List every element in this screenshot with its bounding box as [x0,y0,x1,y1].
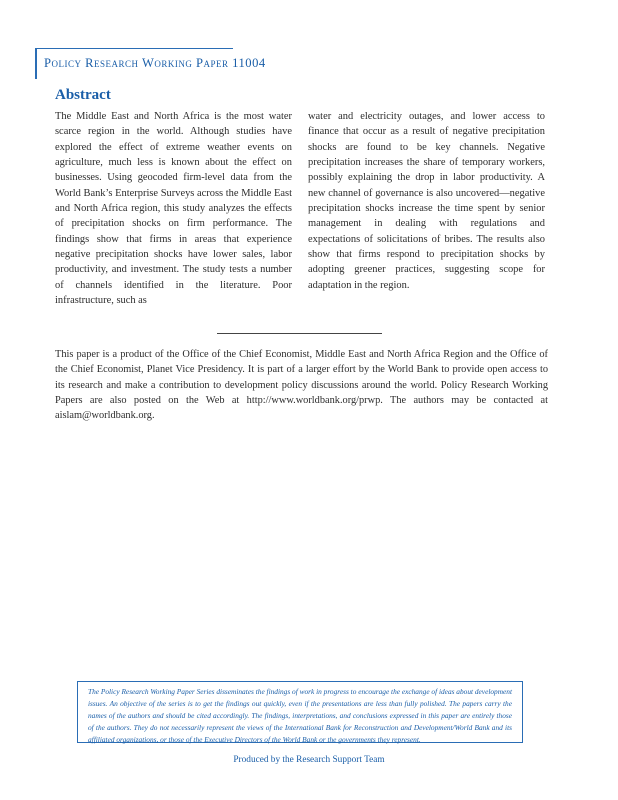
series-left-bar [35,48,37,79]
abstract-heading: Abstract [55,87,111,103]
product-note: This paper is a product of the Office of the Chief Economist, Middle East and North Africa Region and the Office of the Chief Economist, Planet Vice Presidency. It is part of a larger effort by the World Bank to provide open access to its research and make a contribution to development policy discussions around the world. Policy Research Working Papers are also posted on the Web at http://www.worldbank.org/prwp. The authors may be contacted at aislam@worldbank.org. [55,349,548,422]
produced-by: Produced by the Research Support Team [233,755,385,765]
series-top-rule [37,48,233,49]
series-title: Policy Research Working Paper 11004 [44,56,266,70]
abstract-column-right: water and electricity outages, and lower access to finance that occur as a result of negative precipitation shocks are found to be key channels. Negative precipitation increases the share of temporary workers, possibly explaining the drop in labor productivity. A new channel of governance is also uncovered—negative precipitation shocks increase the time spent by senior management in dealing with regulations and expectations of solicitations of bribes. The results also show that firms respond to precipitation shocks by adopting greener practices, suggesting scope for adaptation in the region. [308,111,545,291]
disclaimer-box [77,681,523,743]
section-divider [217,333,382,334]
abstract-column-left: The Middle East and North Africa is the most water scarce region in the world. Although studies have explored the effect of extreme weather events on agriculture, much less is known about the effect on businesses. Using geocoded firm-level data from the World Bank’s Enterprise Surveys across the Middle East and North Africa region, this study analyzes the effects of precipitation shocks on firm performance. The findings show that firms in areas that experience negative precipitation shocks have lower sales, labor productivity, and investment. The study tests a number of channels identified in the literature. Poor infrastructure, such as [55,111,292,307]
disclaimer-text: The Policy Research Working Paper Series disseminates the findings of work in progress to encourage the exchange of ideas about development issues. An objective of the series is to get the findings out quickly, even if the presentations are less than fully polished. The papers carry the names of the authors and should be cited accordingly. The findings, interpretations, and conclusions expressed in this paper are entirely those of the authors. They do not necessarily represent the views of the International Bank for Reconstruction and Development/World Bank and its affiliated organizations, or those of the Executive Directors of the World Bank or the governments they represent. [88,687,512,745]
